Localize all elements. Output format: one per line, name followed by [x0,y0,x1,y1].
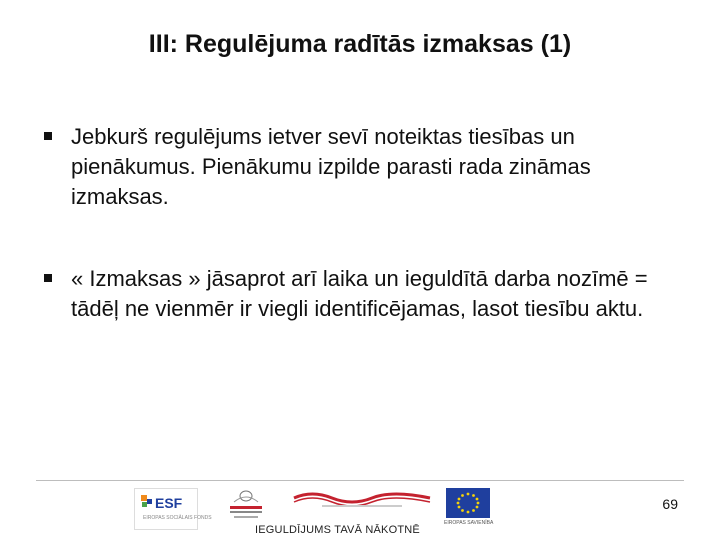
footer-slogan: IEGULDĪJUMS TAVĀ NĀKOTNĒ [255,524,420,536]
esf-logo [134,488,212,530]
bullet-item [44,122,674,212]
footer-divider [36,480,684,481]
square-bullet-icon [44,132,52,140]
integration-fund-logo [292,488,432,510]
eu-flag-icon [446,488,490,518]
eu-flag-caption: EIROPAS SAVIENĪBA [444,520,494,526]
bullet-item [44,264,674,324]
square-bullet-icon [44,274,52,282]
page-number: 69 [662,496,678,512]
bullet-text: « Izmaksas » jāsaprot arī laika un ieguldītā darba nozīmē = tādēļ ne vienmēr ir viegli identificējamas, lasot tiesību aktu. [71,266,648,321]
bullet-list [44,122,674,376]
coat-of-arms-logo [216,488,276,526]
esf-logo-text: ESF [155,495,183,511]
esf-logo-caption: EIROPAS SOCIĀLAIS FONDS [143,515,212,521]
bullet-text: Jebkurš regulējums ietver sevī noteiktas tiesības un pienākumus. Pienākumu izpilde parasti rada zināmas izmaksas. [71,124,591,209]
slide-title: III: Regulējuma radītās izmaksas (1) [148,30,572,58]
